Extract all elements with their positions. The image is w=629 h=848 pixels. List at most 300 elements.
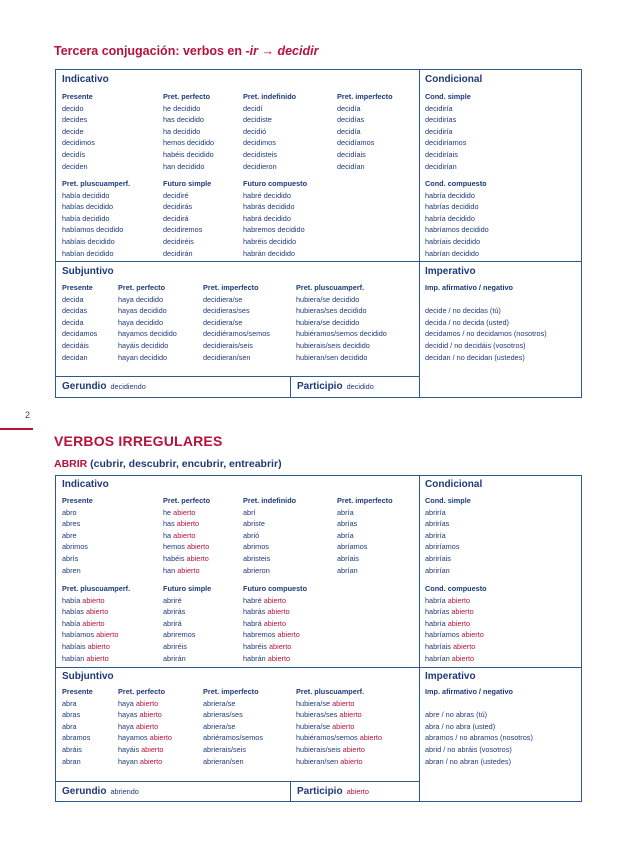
verb-form: abriste [243, 519, 265, 529]
participio-label: Participio [297, 381, 343, 392]
verb-form: abriríais [425, 553, 451, 563]
verb-form: decidiría [425, 103, 453, 113]
verb-form: hayan decidido [118, 352, 168, 362]
auxiliary: habrías [425, 607, 452, 617]
tense-heading: Imp. afirmativo / negativo [425, 687, 513, 696]
verb-form: hayas decidido [118, 306, 167, 316]
verb-form: decidisteis [243, 149, 278, 159]
irregular-participle: abierto [85, 607, 109, 617]
tense-column [203, 686, 263, 767]
verb-form: decidía [337, 126, 361, 136]
tense-heading: Pret. imperfecto [337, 496, 393, 505]
divider [55, 781, 419, 782]
verb-form [62, 606, 130, 618]
auxiliary: hubieran/sen [296, 756, 341, 766]
verb-form: habré decidido [243, 190, 291, 200]
verb-form: abrirían [425, 565, 450, 575]
irregular-participle: abierto [447, 595, 471, 605]
participio [297, 786, 369, 797]
verb-form [425, 641, 487, 653]
verb-form: decida [62, 294, 84, 304]
verb-form [163, 507, 210, 519]
irregular-participle: abierto [173, 530, 196, 540]
auxiliary: hayáis [118, 744, 142, 754]
tense-column [296, 686, 382, 767]
verb-form [243, 606, 307, 618]
auxiliary: hayan [118, 756, 140, 766]
gerundio-value: decidiendo [110, 382, 146, 391]
verb-form: decidíais [337, 149, 366, 159]
tense-heading: Imp. afirmativo / negativo [425, 283, 513, 292]
verb-form: abría [337, 530, 354, 540]
verb-form: habrías decidido [425, 202, 479, 212]
verb-form [296, 756, 382, 768]
tense-column [163, 91, 214, 172]
tense-column [62, 583, 130, 664]
verb-form: decidamos / no decidamos (nosotros) [425, 329, 547, 339]
condicional-heading: Condicional [425, 479, 483, 490]
tense-heading: Pret. imperfecto [337, 92, 393, 101]
tense-heading: Pret. perfecto [118, 283, 166, 292]
verb-form: decidirás [163, 202, 193, 212]
verb-form: abristeis [243, 553, 271, 563]
verb-form: decidieron [243, 161, 277, 171]
verb-form [62, 595, 130, 607]
verb-form: abrías [337, 519, 358, 529]
verb-form: abra [62, 698, 77, 708]
verb-form: abrimos [62, 542, 88, 552]
verb-form: decidiremos [163, 225, 203, 235]
verb-form: decidiría [425, 126, 453, 136]
auxiliary: has [163, 519, 177, 529]
verb-form [296, 709, 382, 721]
verb-form: abran / no abran (ustedes) [425, 756, 511, 766]
tense-column [243, 91, 296, 172]
gerundio-label: Gerundio [62, 381, 107, 392]
verb-form: hubierais/seis decidido [296, 340, 370, 350]
verb-form: abrieran/sen [203, 756, 244, 766]
page-number: 2 [25, 410, 31, 420]
verb-form: habríamos decidido [425, 225, 489, 235]
verb-form: decidimos [243, 138, 276, 148]
irregular-participle: abierto [139, 710, 162, 720]
tense-heading: Futuro simple [163, 179, 212, 188]
auxiliary: ha [163, 530, 174, 540]
irregular-participle: abierto [135, 721, 159, 731]
title-text: Tercera conjugación: verbos en [54, 44, 246, 58]
verb-form [118, 744, 172, 756]
auxiliary: habrían [425, 653, 452, 663]
verb-form [62, 629, 130, 641]
divider [290, 376, 291, 398]
verb-form [243, 641, 307, 653]
tense-heading: Pret. perfecto [163, 92, 211, 101]
gerundio [62, 381, 146, 392]
tense-heading: Pret. perfecto [118, 687, 166, 696]
verb-form: abriré [163, 595, 182, 605]
subjuntivo-heading: Subjuntivo [62, 266, 114, 277]
divider [55, 376, 419, 377]
irregular-participle: abierto [268, 641, 292, 651]
verb-form: han decidido [163, 161, 205, 171]
auxiliary: habrán [243, 653, 268, 663]
indicativo-heading: Indicativo [62, 74, 109, 85]
irregular-participle: abierto [267, 653, 291, 663]
irregular-participle: abierto [135, 698, 159, 708]
irregular-participle: abierto [177, 565, 200, 575]
verb-form: decidiréis [163, 236, 194, 246]
irregular-participle: abierto [267, 607, 290, 617]
tense-heading: Pret. pluscuamperf. [62, 179, 131, 188]
verb-form: abrierais/seis [203, 744, 246, 754]
verb-form: habremos decidido [243, 225, 305, 235]
verb-form: habrían decidido [425, 248, 479, 258]
auxiliary: habrás [243, 607, 268, 617]
auxiliary: habíamos [62, 630, 97, 640]
tense-heading: Cond. simple [425, 92, 471, 101]
irregular-participle: abierto [86, 653, 109, 663]
verb-form: hayamos decidido [118, 329, 177, 339]
verb-form: abro [62, 507, 77, 517]
verb-form: habría decidido [425, 190, 475, 200]
auxiliary: hayas [118, 710, 140, 720]
divider [419, 475, 420, 802]
verb-form: decida / no decida (usted) [425, 317, 509, 327]
auxiliary: había [62, 595, 83, 605]
verb-heading [54, 458, 282, 470]
verb-form [163, 553, 210, 565]
verb-form: habíais decidido [62, 236, 115, 246]
auxiliary: había [62, 618, 83, 628]
verb-form: he decidido [163, 103, 201, 113]
verb-form: abrís [62, 553, 79, 563]
verb-form: hemos decidido [163, 138, 215, 148]
verb-form: abrirás [163, 607, 186, 617]
verb-form: hubiera/se decidido [296, 294, 360, 304]
tense-heading: Pret. imperfecto [203, 283, 259, 292]
verb-form: habríais decidido [425, 236, 481, 246]
auxiliary: habréis [243, 641, 269, 651]
verb-form: decidíamos [337, 138, 375, 148]
verb-form [296, 732, 382, 744]
verb-form: abramos / no abramos (nosotros) [425, 733, 533, 743]
tense-heading: Cond. simple [425, 496, 471, 505]
verb-form: habíamos decidido [62, 225, 124, 235]
verb-form: decida [62, 317, 84, 327]
tense-column [62, 686, 93, 767]
indicativo-heading: Indicativo [62, 479, 109, 490]
verb-form: habrán decidido [243, 248, 295, 258]
divider [55, 261, 582, 262]
auxiliary: habíais [62, 641, 88, 651]
tense-column [62, 495, 93, 576]
verb-form: abrieron [243, 565, 270, 575]
divider [55, 667, 582, 668]
irregular-participle: abierto [451, 607, 474, 617]
auxiliary: hubieras/ses [296, 710, 340, 720]
irregular-participle: abierto [461, 630, 484, 640]
verb-form: hayáis decidido [118, 340, 169, 350]
verb-form: decidas [62, 306, 88, 316]
gerundio-label: Gerundio [62, 786, 107, 797]
verb-form: habéis decidido [163, 149, 214, 159]
auxiliary: habríamos [425, 630, 462, 640]
verb-form [425, 629, 487, 641]
verb-form: decidieran/sen [203, 352, 251, 362]
verb-form: abra / no abra (usted) [425, 721, 496, 731]
verb-form [62, 618, 130, 630]
verb-form: abráis [62, 744, 82, 754]
verb-form: abriremos [163, 630, 196, 640]
irregular-participle: abierto [149, 733, 172, 743]
irregular-participle: abierto [186, 553, 209, 563]
verb-form: abrirán [163, 653, 186, 663]
section2-title: VERBOS IRREGULARES [54, 433, 223, 449]
verb-form: abre / no abras (tú) [425, 710, 488, 720]
verb-form: decidías [337, 115, 365, 125]
verb-form [163, 530, 210, 542]
irregular-participle: abierto [186, 542, 210, 552]
verb-form: había decidido [62, 190, 110, 200]
verb-form: abrimos [243, 542, 269, 552]
verb-form [118, 698, 172, 710]
verb-form [118, 721, 172, 733]
tense-column [62, 91, 95, 172]
verb-form: decidirían [425, 161, 457, 171]
verb-form: abre [62, 530, 77, 540]
tense-column [203, 282, 270, 363]
imperativo-heading: Imperativo [425, 671, 476, 682]
verb-form: decidieras/ses [203, 306, 250, 316]
irregular-participle: abierto [87, 641, 110, 651]
tense-column [243, 495, 296, 576]
tense-heading: Cond. compuesto [425, 584, 487, 593]
verb-form: has decidido [163, 115, 204, 125]
verb-form: decidí [243, 103, 263, 113]
auxiliary: hubiera/se [296, 698, 333, 708]
tense-column [118, 282, 177, 363]
verb-form: abran [62, 756, 81, 766]
auxiliary: habría [425, 595, 448, 605]
verb-form: decidirías [425, 115, 457, 125]
auxiliary: he [163, 507, 174, 517]
irregular-participle: abierto [277, 630, 300, 640]
verb-form: decidís [62, 149, 86, 159]
verb-form: habían decidido [62, 248, 114, 258]
verb-form [243, 595, 307, 607]
tense-column [337, 91, 393, 172]
imperativo-column [425, 282, 547, 363]
tense-column [296, 282, 387, 363]
auxiliary: habéis [163, 553, 187, 563]
verb-form: decidiera/se [203, 294, 243, 304]
page-marker-line [0, 428, 33, 430]
participio-value: decidido [346, 382, 374, 391]
verb-form: haya decidido [118, 294, 164, 304]
verb-form: decidan [62, 352, 88, 362]
irregular-participle: abierto [173, 507, 196, 517]
verb-form: abrió [243, 530, 260, 540]
verb-form: abras [62, 710, 81, 720]
verb-form: abrí [243, 507, 256, 517]
verb-form [118, 756, 172, 768]
verb-form: decidirán [163, 248, 193, 258]
irregular-participle: abierto [82, 618, 105, 628]
verb-form [425, 618, 487, 630]
verb-form [118, 709, 172, 721]
verb-form: abrirá [163, 618, 182, 628]
tense-heading: Presente [62, 687, 93, 696]
verb-form: decide / no decidas (tú) [425, 306, 501, 316]
tense-heading: Pret. pluscuamperf. [296, 687, 365, 696]
verb-form [243, 653, 307, 665]
verb-form: abrían [337, 565, 358, 575]
verb-form [62, 641, 130, 653]
verb-form: habrás decidido [243, 202, 295, 212]
tense-heading: Presente [62, 496, 93, 505]
irregular-participle: abierto [263, 595, 287, 605]
tense-column [425, 178, 489, 259]
verb-form: decide [62, 126, 84, 136]
verb-form: decidió [243, 126, 267, 136]
tense-column [337, 495, 393, 576]
irregular-participle: abierto [96, 630, 119, 640]
tense-heading: Presente [62, 92, 93, 101]
verb-form: decidierais/seis [203, 340, 253, 350]
verb-form: abres [62, 519, 81, 529]
verb-form: decidiéramos/semos [203, 329, 270, 339]
verb-form: decides [62, 115, 88, 125]
verb-form: ha decidido [163, 126, 201, 136]
tense-column [163, 178, 211, 259]
participio-value: abierto [346, 787, 369, 796]
tense-heading: Futuro compuesto [243, 584, 308, 593]
auxiliary: habían [62, 653, 87, 663]
verb-form: abriera/se [203, 721, 236, 731]
verb-form: abriéramos/semos [203, 733, 264, 743]
tense-column [243, 178, 307, 259]
verb-form: abriríamos [425, 542, 460, 552]
divider [290, 781, 291, 802]
subjuntivo-heading: Subjuntivo [62, 671, 114, 682]
tense-heading: Pret. indefinido [243, 92, 297, 101]
verb-form: abriréis [163, 641, 187, 651]
verb-form: hubiera/se decidido [296, 317, 360, 327]
verb-form: decidiríais [425, 149, 458, 159]
auxiliary: habremos [243, 630, 278, 640]
tense-column [163, 495, 210, 576]
verb-form: decidirá [163, 213, 189, 223]
verb-form: abra [62, 721, 77, 731]
verb-form [296, 721, 382, 733]
verb-form: abría [337, 507, 354, 517]
imperativo-heading: Imperativo [425, 266, 476, 277]
title-ending: -ir [245, 44, 258, 58]
verb-form: habías decidido [62, 202, 114, 212]
verb-form [118, 732, 172, 744]
tense-heading: Pret. perfecto [163, 496, 211, 505]
auxiliary: habríais [425, 641, 453, 651]
verb-form: decidiste [243, 115, 272, 125]
verb-form: abrieras/ses [203, 710, 243, 720]
irregular-participle: abierto [139, 756, 163, 766]
irregular-participle: abierto [263, 618, 287, 628]
tense-heading: Cond. compuesto [425, 179, 487, 188]
tense-column [425, 495, 471, 576]
verb-form: habrá decidido [243, 213, 291, 223]
verb-form: decidamos [62, 329, 98, 339]
irregular-participle: abierto [359, 733, 382, 743]
spacer [425, 698, 533, 710]
irregular-participle: abierto [82, 595, 105, 605]
spacer [425, 294, 547, 306]
imperativo-column [425, 686, 533, 767]
tense-heading: Futuro compuesto [243, 179, 308, 188]
irregular-participle: abierto [141, 744, 164, 754]
auxiliary: hemos [163, 542, 187, 552]
verb-form [163, 518, 210, 530]
tense-column [425, 91, 471, 172]
verb-form: haya decidido [118, 317, 164, 327]
auxiliary: habrá [243, 618, 264, 628]
verb-form: decidid / no decidáis (vosotros) [425, 340, 526, 350]
tense-heading: Pret. pluscuamperf. [296, 283, 365, 292]
irregular-participle: abierto [332, 721, 355, 731]
verb-form: hubieran/sen decidido [296, 352, 368, 362]
auxiliary: habré [243, 595, 264, 605]
verb-form: decido [62, 103, 84, 113]
verb-form: abrid / no abráis (vosotros) [425, 744, 512, 754]
verb-form [425, 653, 487, 665]
verb-form: decidía [337, 103, 361, 113]
verb-form: abriría [425, 530, 446, 540]
tense-heading: Pret. pluscuamperf. [62, 584, 131, 593]
verb-form: decidáis [62, 340, 89, 350]
condicional-heading: Condicional [425, 74, 483, 85]
tense-column [62, 178, 130, 259]
section1-title [54, 44, 318, 58]
tense-column [243, 583, 307, 664]
irregular-participle: abierto [339, 710, 362, 720]
divider [419, 69, 420, 398]
tense-column [425, 583, 487, 664]
verb-form: decidan / no decidan (ustedes) [425, 352, 525, 362]
irregular-participle: abierto [451, 653, 475, 663]
title-verb: decidir [277, 44, 319, 58]
verb-form: abren [62, 565, 81, 575]
verb-form: decidiríamos [425, 138, 467, 148]
verb-form: hubiéramos/semos decidido [296, 329, 387, 339]
gerundio-value: abriendo [110, 787, 139, 796]
tense-heading: Presente [62, 283, 93, 292]
verb-form: abrirías [425, 519, 450, 529]
verb-form [163, 565, 210, 577]
verb-form: decidiera/se [203, 317, 243, 327]
auxiliary: hubiéramos/semos [296, 733, 360, 743]
auxiliary: habría [425, 618, 448, 628]
verb-form: decidiré [163, 190, 189, 200]
verb-form: habréis decidido [243, 236, 297, 246]
tense-heading: Pret. imperfecto [203, 687, 259, 696]
auxiliary: hubierais/seis [296, 744, 343, 754]
verb-form [243, 629, 307, 641]
verb-form: abriera/se [203, 698, 236, 708]
verb-form: abríamos [337, 542, 368, 552]
verb-form: abramos [62, 733, 91, 743]
participio-label: Participio [297, 786, 343, 797]
gerundio [62, 786, 139, 797]
verb-name: ABRIR [54, 458, 88, 470]
